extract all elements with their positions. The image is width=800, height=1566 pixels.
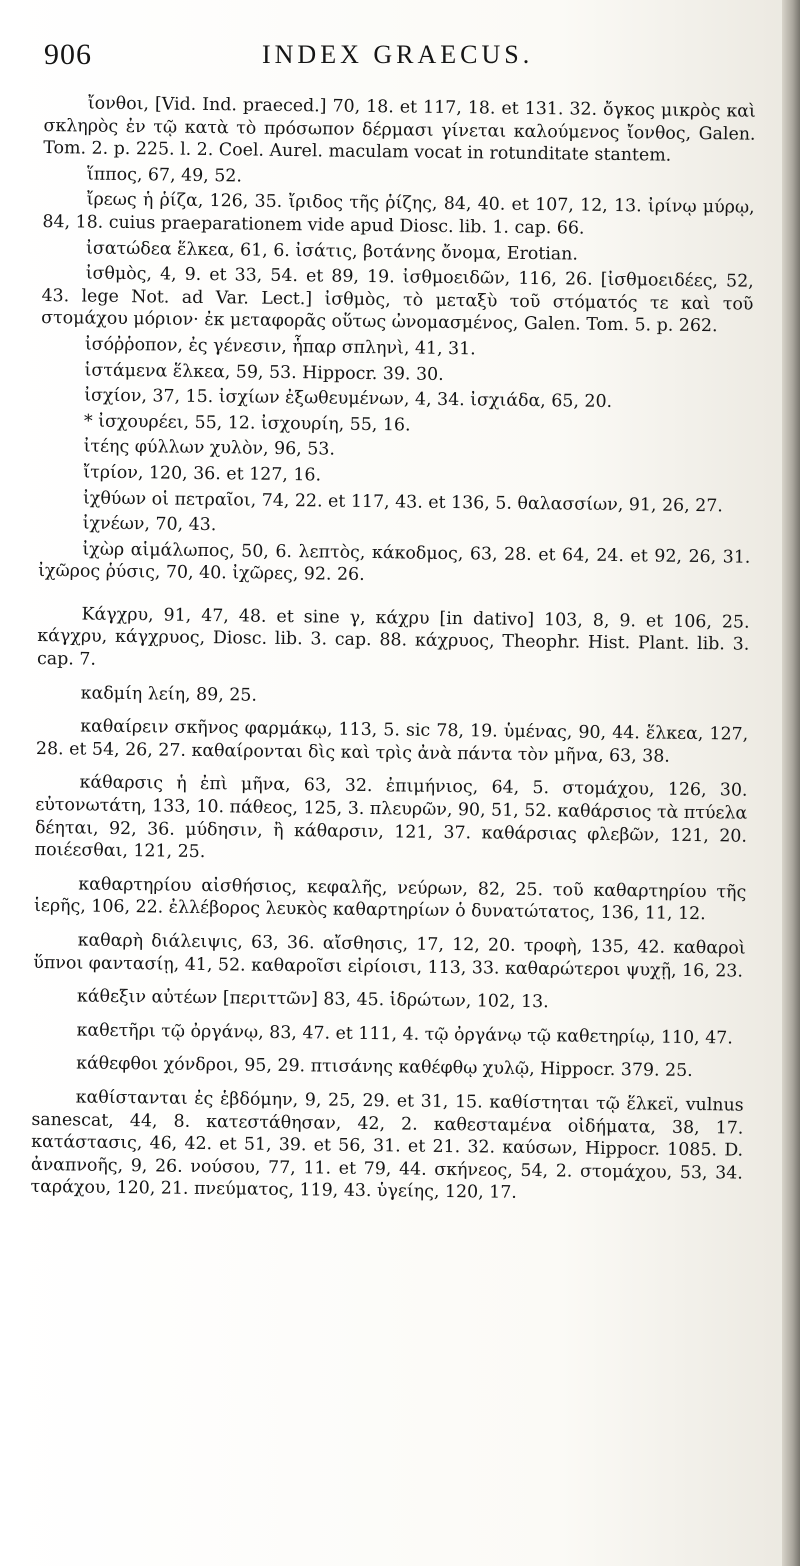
index-entry: καθαρτηρίου αἰσθήσιος, κεφαλῆς, νεύρων, 82, 25. τοῦ καθαρτηρίου τῆς ἱερῆς, 106, 22. ἐλλέβορος λευκὸς καθαρτηρίων ὁ δυνατώτατος, 136, 11, 12. bbox=[33, 874, 747, 925]
index-entry: * ἰσχουρέει, 55, 12. ἰσχουρίη, 55, 16. bbox=[83, 411, 411, 436]
index-entry: ἰχθύων οἱ πετραῖοι, 74, 22. et 117, 43. et 136, 5. θαλασσίων, 91, 26, 27. bbox=[82, 488, 723, 516]
index-entry: κάθαρσις ἡ ἐπὶ μῆνα, 63, 32. ἐπιμήνιος, 64, 5. στομάχου, 126, 30. εὐτονωτάτη, 133, 10. πάθεος, 125, 3. πλευρῶν, 90, 51, 52. καθάρσιος τὰ πτύελα δέηται, 92, 36. μύδησιν, ἢ κάθαρσιν, 121, 37. καθάρσιας φλεβῶν, 121, 20. ποιέεσθαι, 121, 25. bbox=[34, 772, 748, 863]
index-entry: ἴονθοι, [Vid. Ind. praeced.] 70, 18. et 117, 18. et 131. 32. ὄγκος μικρὸς καὶ σκληρὸς ἐν τῷ κατὰ τὸ πρόσωπον δέρμασι γίνεται καλούμενος ἴονθος, Galen. Tom. 2. p. 225. l. 2. Coel. Aurel. maculam vocat in rotunditate stantem. bbox=[43, 93, 756, 166]
index-entry: ἱστάμενα ἕλκεα, 59, 53. Hippocr. 39. 30. bbox=[84, 360, 444, 385]
index-entry: ἴτρίον, 120, 36. et 127, 16. bbox=[83, 462, 322, 486]
index-column bbox=[30, 92, 756, 1211]
index-entry: καθετῆρι τῷ ὀργάνῳ, 83, 47. et 111, 4. τῷ ὀργάνῳ τῷ καθετηρίῳ, 110, 47. bbox=[76, 1020, 733, 1049]
index-entry: Κάγχρυ, 91, 47, 48. et sine γ, κάχρυ [in dativo] 103, 8, 9. et 106, 25. κάγχρυ, κάγχρυος, Diosc. lib. 3. cap. 88. κάχρυος, Theophr. Hist. Plant. lib. 3. cap. 7. bbox=[36, 604, 750, 670]
index-entry: ἵππος, 67, 49, 52. bbox=[86, 164, 243, 187]
running-title: INDEX GRAECUS. bbox=[262, 40, 534, 69]
index-entry: ἰχνέων, 70, 43. bbox=[82, 513, 217, 536]
index-entry: κάθεξιν αὐτέων [περιττῶν] 83, 45. ἱδρώτων, 102, 13. bbox=[76, 986, 549, 1013]
page-number: 906 bbox=[44, 38, 92, 71]
index-entry: ἰχὼρ αἱμάλωπος, 50, 6. λεπτὸς, κάκοδμος, 63, 28. et 64, 24. et 92, 26, 31. ἰχῶρος ῥύσις, 70, 40. ἰχῶρες, 92. 26. bbox=[38, 539, 751, 586]
index-entry: κάθεφθοι χόνδροι, 95, 29. πτισάνης καθέφθῳ χυλῷ, Hippocr. 379. 25. bbox=[76, 1053, 693, 1082]
index-entry: καθαρὴ διάλειψις, 63, 36. αἴσθησις, 17, 12, 20. τροφὴ, 135, 42. καθαροὶ ὕπνοι φαντασίῃ, 41, 52. καθαροῖσι εἰρίοισι, 113, 33. καθαρώτεροι ψυχῇ, 16, 23. bbox=[33, 930, 746, 982]
book-spine-shadow bbox=[782, 0, 800, 1566]
index-entry: ἰσχίον, 37, 15. ἰσχίων ἐξωθευμένων, 4, 34. ἰσχιάδα, 65, 20. bbox=[84, 385, 613, 413]
index-entry: καδμίη λείη, 89, 25. bbox=[80, 683, 258, 706]
index-entry: ἰσθμὸς, 4, 9. et 33, 54. et 89, 19. ἰσθμοειδῶν, 116, 26. [ἰσθμοειδέες, 52, 43. lege Not. ad Var. Lect.] ἰσθμὸς, τὸ μεταξὺ τοῦ στόματός τε καὶ τοῦ στομάχου μόριον· ἐκ μεταφορᾶς οὕτως ὠνομασμένος, Galen. Tom. 5. p. 262. bbox=[41, 263, 754, 337]
index-entry: καθαίρειν σκῆνος φαρμάκῳ, 113, 5. sic 78, 19. ὑμένας, 90, 44. ἕλκεα, 127, 28. et 54, 26, 27. καθαίρονται δὶς καὶ τρὶς ἀνὰ πάντα τὸν μῆνα, 63, 38. bbox=[35, 716, 749, 767]
index-entry: ἴρεως ἡ ῥίζα, 126, 35. ἴριδος τῆς ῥίζης, 84, 40. et 107, 12, 13. ἰρίνῳ μύρῳ, 84, 18. cuius praeparationem vide apud Diosc. lib. 1. cap. 66. bbox=[42, 189, 755, 239]
index-entry: ἰσόῤῥοπον, ἐς γένεσιν, ἧπαρ σπληνὶ, 41, 31. bbox=[84, 334, 476, 360]
index-entry: ἰσατώδεα ἕλκεα, 61, 6. ἰσάτις, βοτάνης ὄνομα, Erotian. bbox=[85, 238, 579, 265]
index-entry: ἰτέης φύλλων χυλὸν, 96, 53. bbox=[83, 436, 336, 460]
index-entry: καθίστανται ἐς ἑβδόμην, 9, 25, 29. et 31, 15. καθίστηται τῷ ἕλκεϊ, vulnus sanescat, 44, 8. κατεστάθησαν, 42, 2. καθεσταμένα οἰδήματα, 38, 17. κατάστασις, 46, 42. et 51, 39. et 56, 31. et 21. 32. καύσων, Hippocr. 1085. D. ἀναπνοῆς, 9, 26. νούσου, 77, 11. et 79, 44. σκήνεος, 54, 2. στομάχου, 53, 34. ταράχου, 120, 21. πνεύματος, 119, 43. ὑγείης, 120, 17. bbox=[30, 1087, 744, 1204]
page-header bbox=[44, 38, 764, 82]
